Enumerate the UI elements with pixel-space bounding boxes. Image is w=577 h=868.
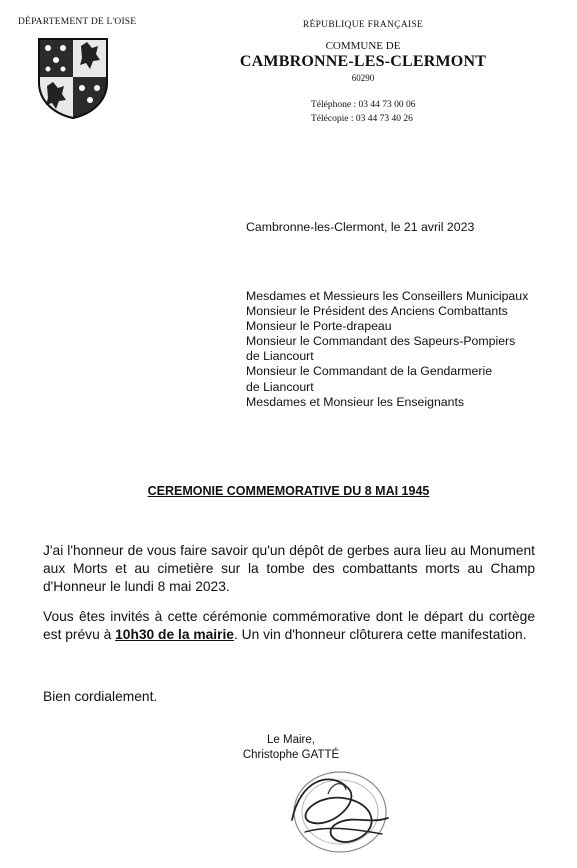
recipient-line: Monsieur le Président des Anciens Combattants bbox=[246, 304, 508, 319]
recipient-line: de Liancourt bbox=[246, 379, 314, 394]
department-label: DÉPARTEMENT DE L'OISE bbox=[18, 17, 137, 27]
telephone: Téléphone : 03 44 73 00 06 bbox=[311, 100, 416, 110]
recipient-line: de Liancourt bbox=[246, 349, 314, 364]
recipient-line: Monsieur le Commandant de la Gendarmerie bbox=[246, 364, 493, 379]
recipient-line: Monsieur le Commandant des Sapeurs-Pompiers bbox=[246, 334, 516, 349]
paragraph-text: Vous êtes invités à cette cérémonie commémorative dont le départ du cortège est prévu à bbox=[43, 609, 535, 642]
paragraph-text: . Un vin d'honneur clôturera cette manifestation. bbox=[233, 627, 527, 642]
commune-label: COMMUNE DE bbox=[325, 40, 401, 52]
closing-line: Bien cordialement. bbox=[43, 689, 158, 704]
recipient-line: Mesdames et Messieurs les Conseillers Municipaux bbox=[246, 289, 529, 303]
postcode: 60290 bbox=[351, 73, 375, 83]
signature-block bbox=[236, 733, 346, 763]
recipient-list bbox=[246, 289, 528, 410]
letterhead bbox=[238, 20, 488, 83]
handwritten-signature-stamp-icon bbox=[270, 760, 400, 860]
place-date: Cambronne-les-Clermont, le 21 avril 2023 bbox=[246, 220, 475, 234]
signatory-name: Christophe GATTÉ bbox=[242, 749, 340, 761]
commune-name: CAMBRONNE-LES-CLERMONT bbox=[239, 53, 487, 70]
coat-of-arms-icon bbox=[36, 36, 110, 120]
recipient-line: Mesdames et Monsieur les Enseignants bbox=[246, 394, 465, 409]
fax: Télécopie : 03 44 73 40 26 bbox=[311, 114, 413, 124]
body-paragraph-1: J'ai l'honneur de vous faire savoir qu'un dépôt de gerbes aura lieu au Monument aux Morts et au cimetière sur la tombe des combattants morts au Champ d'Honneur le lundi 8 mai 2023. bbox=[43, 543, 535, 594]
meeting-time-place: 10h30 de la mairie bbox=[115, 627, 234, 642]
letter-subject: CEREMONIE COMMEMORATIVE DU 8 MAI 1945 bbox=[147, 484, 430, 498]
contact-info bbox=[311, 98, 415, 126]
recipient-line: Monsieur le Porte-drapeau bbox=[246, 319, 392, 334]
republic-label: RÉPUBLIQUE FRANÇAISE bbox=[302, 20, 424, 30]
signatory-title: Le Maire, bbox=[267, 734, 315, 746]
body-paragraph-2 bbox=[43, 608, 535, 644]
